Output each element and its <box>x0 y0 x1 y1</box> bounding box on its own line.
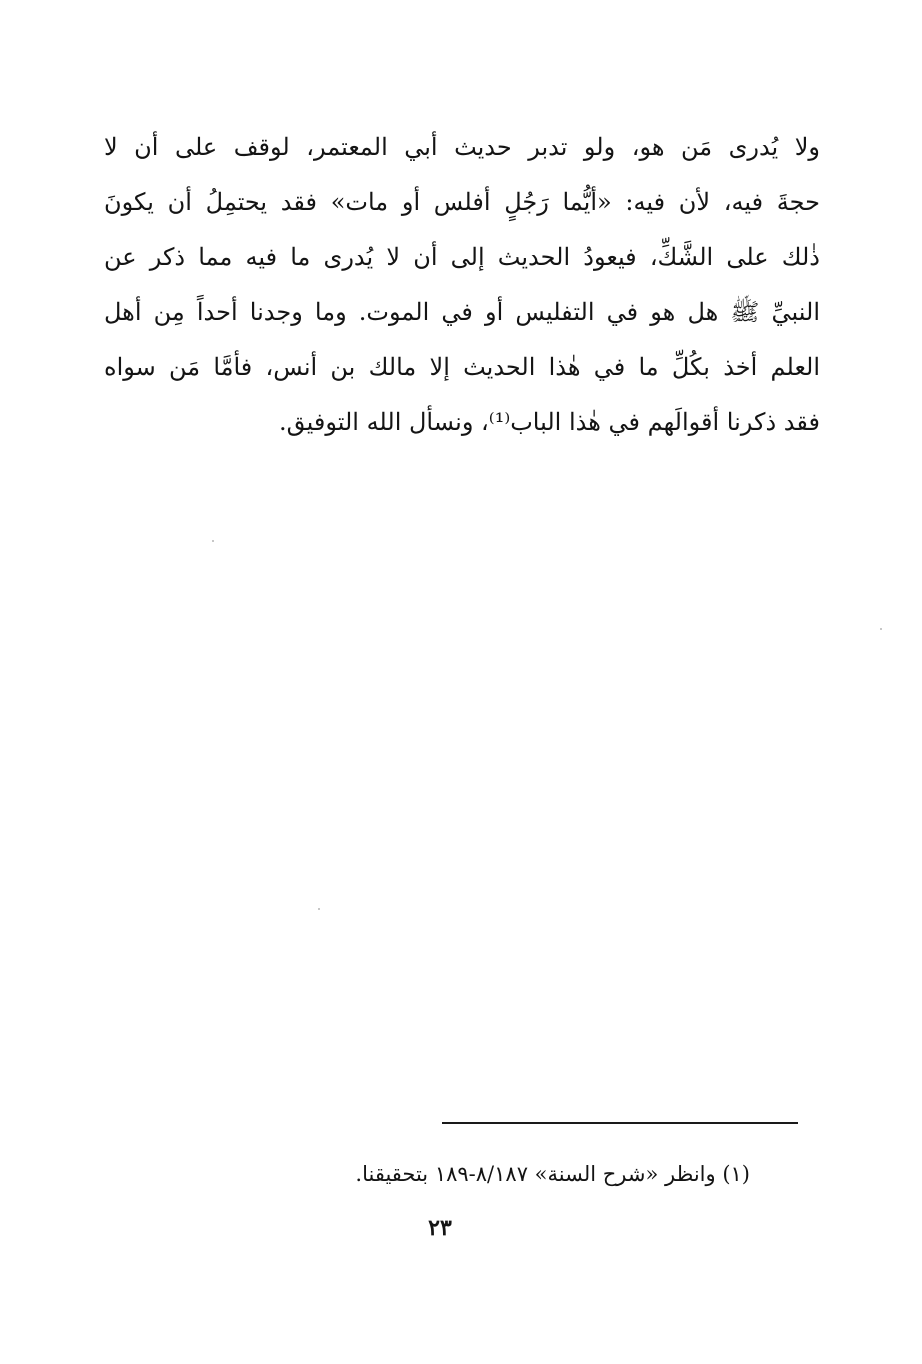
scan-speck <box>880 628 882 630</box>
scan-speck <box>318 908 320 910</box>
text-line: فقد ذكرنا أقوالَهم في هٰذا الباب⁽¹⁾، ونسأل الله التوفيق. <box>278 408 820 436</box>
text-line: ولا يُدرى مَن هو، ولو تدبر حديث أبي المعتمر، لوقف على أن لا <box>104 133 820 161</box>
page-number: ٢٣ <box>428 1215 452 1241</box>
text-line: حجةَ فيه، لأن فيه: «أيُّما رَجُلٍ أفلس أو مات» فقد يحتمِلُ أن يكونَ <box>104 188 820 216</box>
footnote-separator <box>442 1122 798 1124</box>
footnote: (١) وانظر «شرح السنة» ٨/١٨٧-١٨٩ بتحقيقنا. <box>355 1162 750 1186</box>
main-text-block <box>104 120 820 450</box>
scan-speck <box>212 540 214 542</box>
text-line: النبيِّ ﷺ هل هو في التفليس أو في الموت. وما وجدنا أحداً مِن أهل <box>104 298 820 326</box>
text-line: ذٰلك على الشَّكِّ، فيعودُ الحديث إلى أن لا يُدرى ما فيه مما ذكر عن <box>104 243 820 271</box>
text-line: العلم أخذ بكُلِّ ما في هٰذا الحديث إلا مالك بن أنس، فأمَّا مَن سواه <box>104 353 820 381</box>
